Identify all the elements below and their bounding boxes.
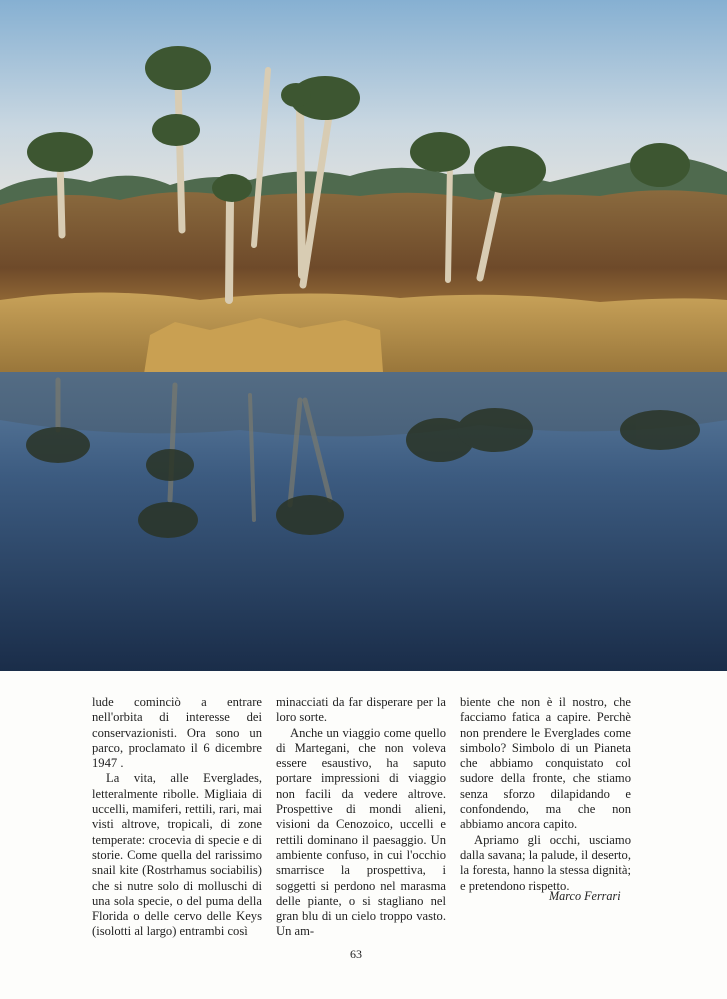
paragraph: lude cominciò a entrare nell'orbita di interesse dei conservazionisti. Ora sono un parco, proclamato il 6 dicembre 1947 . bbox=[92, 695, 262, 771]
paragraph: biente che non è il nostro, che facciamo fatica a capire. Perchè non prendere le Everglades come simbolo? Simbolo di un Pianeta che abbiamo conquistato col sudore della fronte, che stiamo senza sforzo dilapidando e confondendo, ma che non abbiamo ancora capito. bbox=[460, 695, 631, 832]
text-column-2 bbox=[276, 695, 446, 940]
text-column-3 bbox=[460, 695, 631, 894]
author-signature: Marco Ferrari bbox=[549, 889, 621, 903]
paragraph: minacciati da far disperare per la loro sorte. bbox=[276, 695, 446, 725]
paragraph: Anche un viaggio come quello di Martegani, che non voleva essere esaustivo, ha saputo portare impressioni di viaggio non facili da vedere altrove. Prospettive di mondi alieni, visioni da Cenozoico, uccelli e rettili dominano il paesaggio. Un ambiente confuso, in cui l'occhio smarrisce la prospettiva, i soggetti si perdono nel marasma delle piante, o si stagliano nel gran blu di un cielo troppo vasto. Un am- bbox=[276, 725, 446, 939]
paragraph: Apriamo gli occhi, usciamo dalla savana; la palude, il deserto, la foresta, hanno la stessa dignità; e pretendono rispetto. bbox=[460, 832, 631, 893]
text-column-1 bbox=[92, 695, 262, 940]
paragraph: La vita, alle Everglades, letteralmente ribolle. Migliaia di uccelli, mamiferi, rettili, rari, mai visti altrove, tropicali, di zone temperate: crocevia di specie e di storie. Come quella del rarissimo snail kite (Rostrhamus sociabilis) che si nutre solo di molluschi di una sola specie, o del puma della Florida o delle cervo delle Keys (isolotti al largo) entrambi così bbox=[92, 771, 262, 939]
page-number: 63 bbox=[350, 947, 362, 961]
